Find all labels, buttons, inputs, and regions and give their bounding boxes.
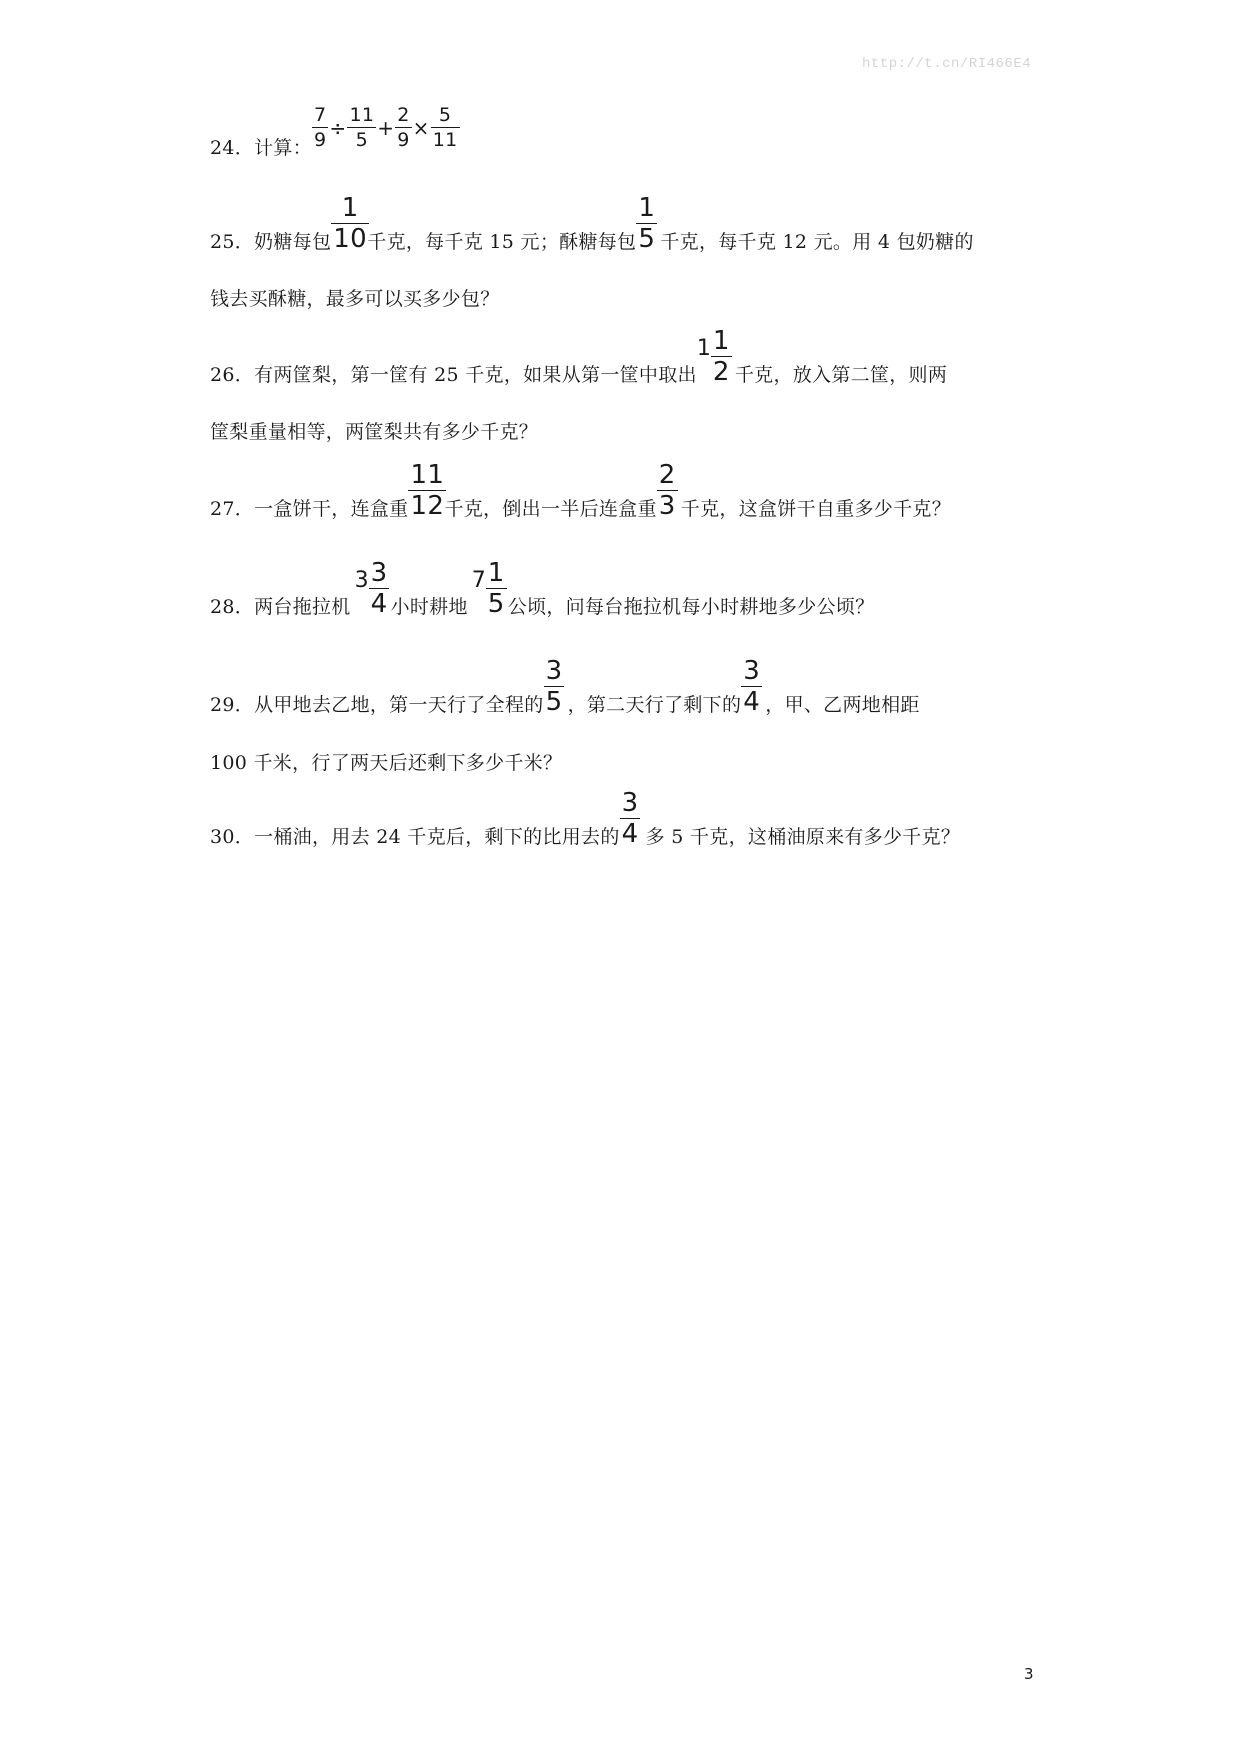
fraction: $\frac{7}{9}$ [313,104,327,151]
question-29-line-2 [210,751,562,775]
question-25-line-2 [210,287,500,311]
fraction: $\frac{5}{11}$ [432,104,458,151]
divide-operator: ÷ [329,115,347,140]
question-text: 多 5 千克，这桶油原来有多少千克？ [645,826,961,848]
question-text: 25．奶糖每包 [210,231,332,253]
question-29-line-1 [210,656,920,717]
question-text: 小时耕地 [390,596,468,618]
whole-number: 1 [696,336,712,361]
fraction: $\frac{3}{5}$ [545,656,563,717]
question-26-line-2 [210,420,538,444]
q24-expression [312,103,460,152]
question-text: 28．两台拖拉机 [210,596,351,618]
fraction: $\frac{3}{4}$ [743,656,761,717]
plus-operator: + [377,115,395,140]
question-text: ，第二天行了剩下的 [567,694,742,716]
question-text: 千克，放入第二筐，则两 [734,364,948,386]
question-28 [210,558,875,619]
fraction: $\frac{1}{5}$ [638,193,656,254]
question-text: 公顷，问每台拖拉机每小时耕地多少公顷？ [507,596,875,618]
question-30 [210,788,961,849]
fraction: $\frac{1}{5}$ [487,558,505,619]
question-text: 30．一桶油，用去 24 千克后，剩下的比用去的 [210,826,620,848]
page-number: 3 [1024,1665,1034,1683]
question-text: 100 千米，行了两天后还剩下多少千米？ [210,752,563,774]
question-text: 27．一盒饼干，连盒重 [210,498,409,520]
question-text: 千克，每千克 12 元。用 4 包奶糖的 [660,231,974,253]
question-text: 千克，每千克 15 元；酥糖每包 [367,231,637,253]
fraction: $\frac{2}{9}$ [397,104,410,151]
whole-number: 7 [471,568,487,593]
question-27 [210,460,951,521]
question-24-text: 24．计算： [210,137,312,159]
fraction: $\frac{11}{12}$ [410,460,445,521]
question-24 [210,104,462,160]
question-text: 千克，倒出一半后连盒重 [444,498,657,520]
question-26-line-1 [210,326,948,387]
question-text: 26．有两筐梨，第一筐有 25 千克，如果从第一筐中取出 [210,364,697,386]
watermark-url: http://t.cn/RI466E4 [862,56,1032,72]
fraction: $\frac{3}{4}$ [621,788,639,849]
question-text: 29．从甲地去乙地，第一天行了全程的 [210,694,544,716]
fraction: $\frac{2}{3}$ [658,460,676,521]
multiply-operator: × [412,115,430,140]
question-text: 筐梨重量相等，两筐梨共有多少千克？ [210,421,539,443]
fraction: $\frac{11}{5}$ [349,104,375,151]
fraction: $\frac{1}{2}$ [712,326,730,387]
question-text: 钱去买酥糖，最多可以买多少包？ [210,288,500,310]
question-25-line-1 [210,193,974,254]
whole-number: 3 [354,568,369,593]
fraction: $\frac{3}{4}$ [370,558,388,619]
question-text: 千克，这盒饼干自重多少千克？ [680,498,951,520]
fraction: $\frac{1}{10}$ [333,193,367,254]
question-text: ，甲、乙两地相距 [765,694,920,716]
